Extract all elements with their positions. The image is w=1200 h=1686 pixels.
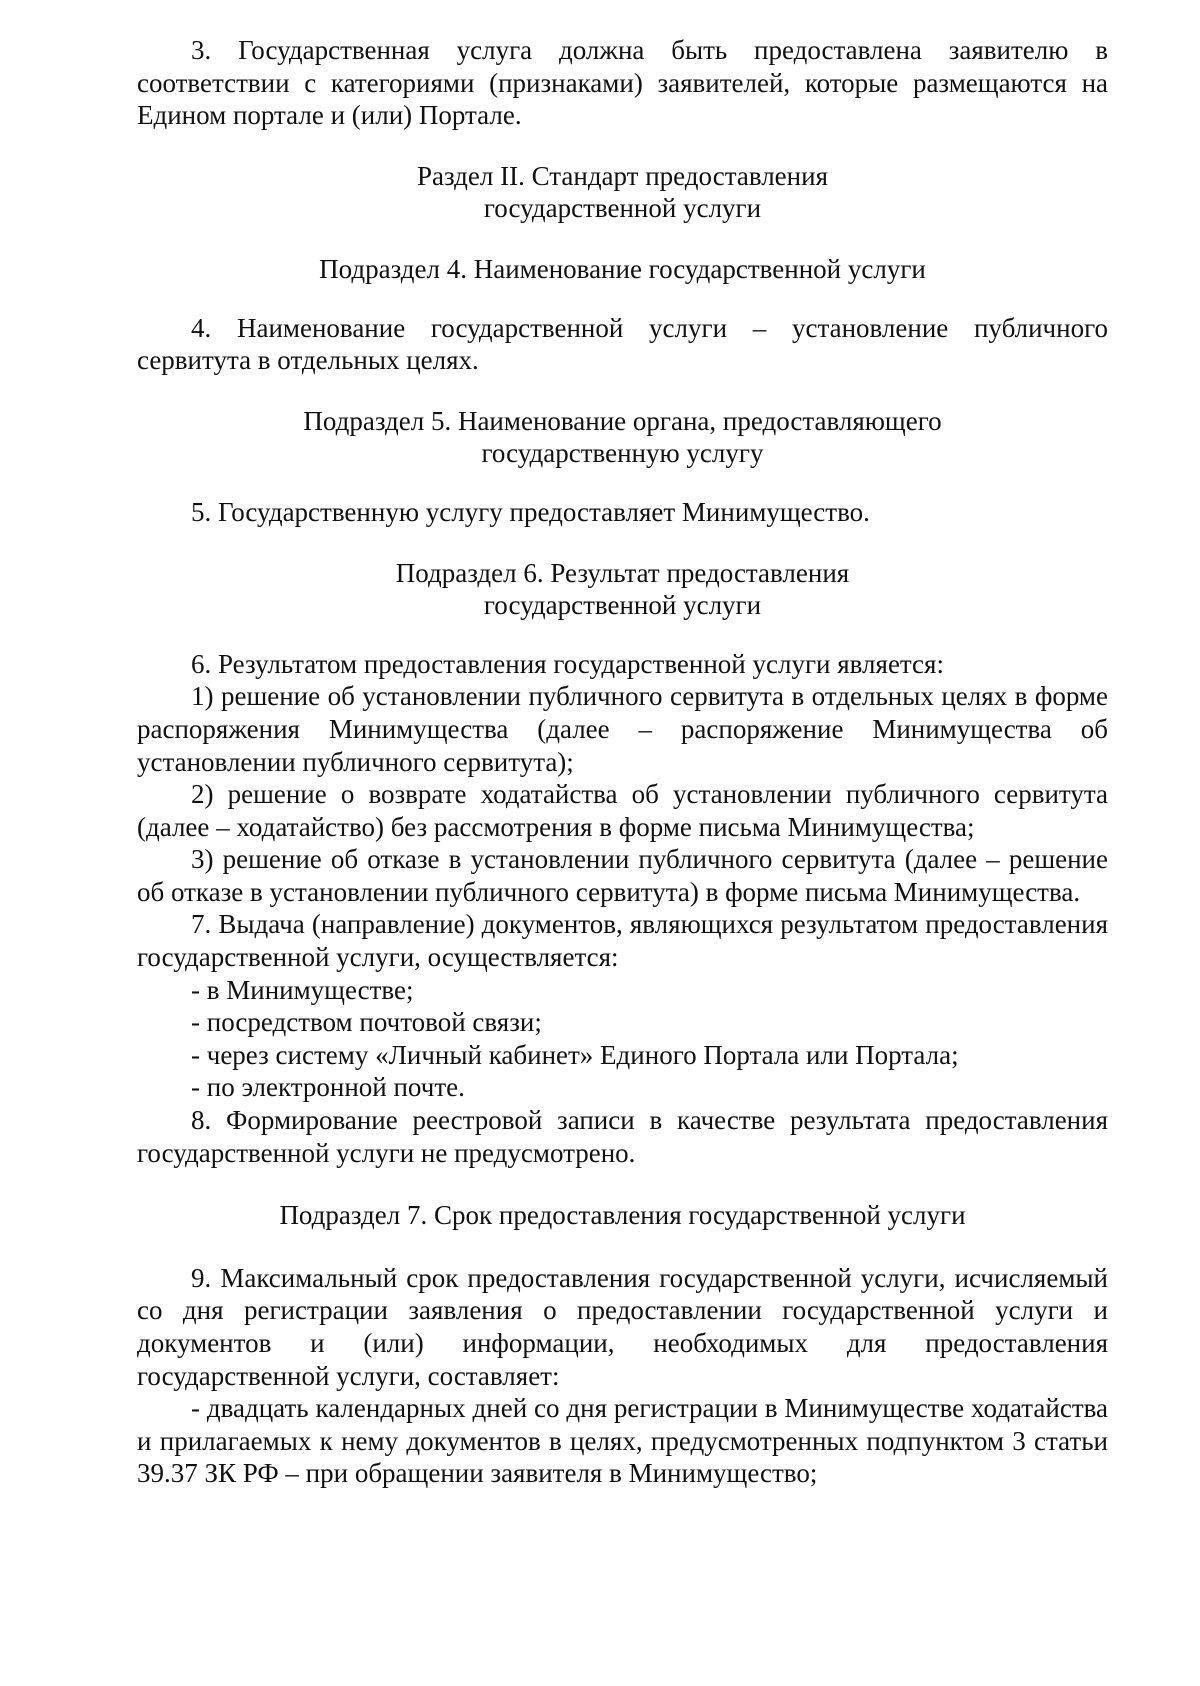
paragraph-3: 3. Государственная услуга должна быть предоставлена заявителю в соответствии с категориями (признаками) заявителей, которые размещаются на Едином портале и (или) Портале. bbox=[137, 35, 1108, 131]
paragraph-4: 4. Наименование государственной услуги – установление публичного сервитута в отдельных целях. bbox=[137, 312, 1108, 376]
paragraph-7: 7. Выдача (направление) документов, являющихся результатом предоставления государственной услуги, осуществляется: bbox=[137, 909, 1108, 973]
subsection-7-heading: Подраздел 7. Срок предоставления государственной услуги bbox=[279, 1200, 966, 1231]
paragraph-7-item-c: - через систему «Личный кабинет» Единого Портала или Портала; bbox=[191, 1039, 959, 1070]
section-2-heading-line-1: Раздел II. Стандарт предоставления bbox=[417, 160, 828, 191]
paragraph-6-item-1: 1) решение об установлении публичного сервитута в отдельных целях в форме распоряжения Минимущества (далее – распоряжение Минимущества об установлении публичного сервитута); bbox=[137, 681, 1108, 777]
subsection-5-heading-line-1: Подраздел 5. Наименование органа, предоставляющего bbox=[303, 405, 942, 436]
subsection-5-heading-line-2: государственную услугу bbox=[481, 438, 764, 469]
subsection-4-heading: Подраздел 4. Наименование государственной услуги bbox=[319, 253, 926, 284]
paragraph-5: 5. Государственную услугу предоставляет Минимущество. bbox=[191, 496, 870, 527]
paragraph-7-item-a: - в Минимуществе; bbox=[191, 974, 414, 1005]
paragraph-7-item-b: - посредством почтовой связи; bbox=[191, 1007, 542, 1038]
paragraph-9-item-a: - двадцать календарных дней со дня регистрации в Минимуществе ходатайства и прилагаемых к нему документов в целях, предусмотренных подпунктом 3 статьи 39.37 ЗК РФ – при обращении заявителя в Минимущество; bbox=[137, 1393, 1108, 1489]
subsection-6-heading-line-1: Подраздел 6. Результат предоставления bbox=[395, 557, 850, 588]
subsection-6-heading-line-2: государственной услуги bbox=[483, 590, 762, 621]
section-2-heading-line-2: государственной услуги bbox=[483, 193, 762, 224]
paragraph-7-item-d: - по электронной почте. bbox=[191, 1072, 465, 1103]
paragraph-9: 9. Максимальный срок предоставления государственной услуги, исчисляемый со дня регистрации заявления о предоставлении государственной услуги и документов и (или) информации, необходимых для предоставления государственной услуги, составляет: bbox=[137, 1262, 1108, 1391]
paragraph-6-item-3: 3) решение об отказе в установлении публичного сервитута (далее – решение об отказе в установлении публичного сервитута) в форме письма Минимущества. bbox=[137, 844, 1108, 907]
paragraph-6: 6. Результатом предоставления государственной услуги является: bbox=[191, 648, 944, 679]
paragraph-8: 8. Формирование реестровой записи в качестве результата предоставления государственной услуги не предусмотрено. bbox=[137, 1105, 1108, 1168]
paragraph-6-item-2: 2) решение о возврате ходатайства об установлении публичного сервитута (далее – ходатайство) без рассмотрения в форме письма Минимущества; bbox=[137, 779, 1108, 842]
